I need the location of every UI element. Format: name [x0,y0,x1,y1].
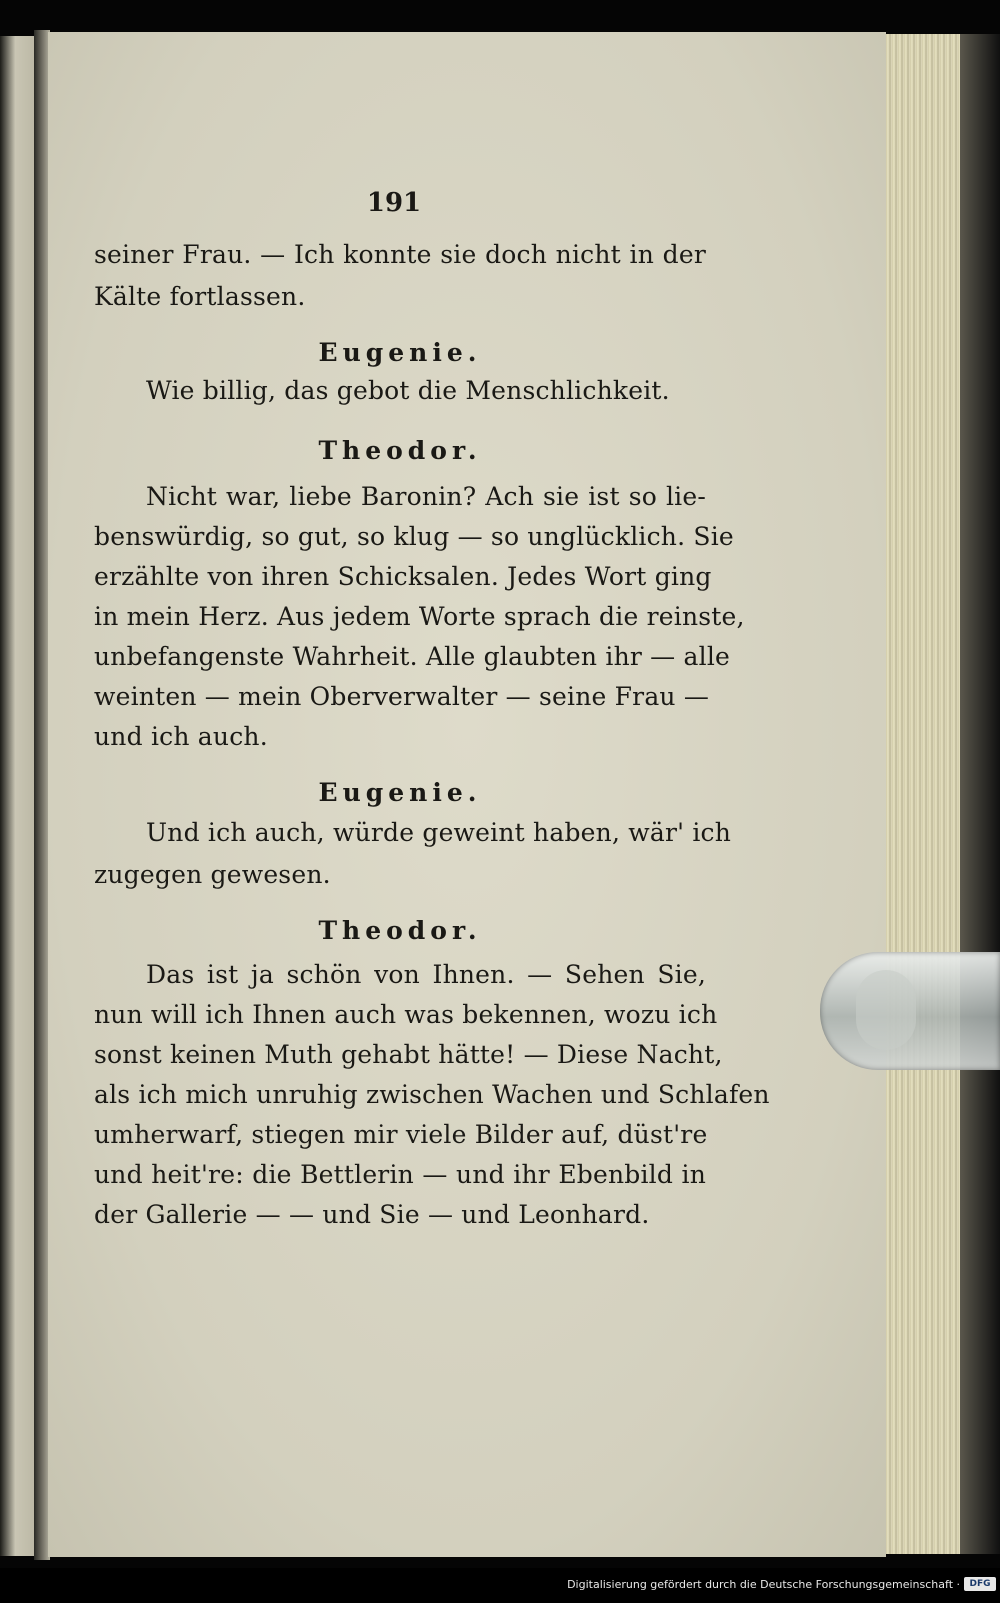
text-line: benswürdig, so gut, so klug — so unglücklich. Sie [94,522,734,551]
dfg-logo: DFG [964,1577,996,1591]
text-line: umherwarf, stiegen mir viele Bilder auf, düst're [94,1120,708,1149]
text-line: als ich mich unruhig zwischen Wachen und Schlafen [94,1080,770,1109]
text-line: weinten — mein Oberverwalter — seine Frau — [94,682,710,711]
clip-hole [856,970,916,1050]
text-line: der Gallerie — — und Sie — und Leonhard. [94,1200,650,1229]
text-line: Das ist ja schön von Ihnen. — Sehen Sie, [146,960,706,989]
text-line: unbefangenste Wahrheit. Alle glaubten ihr — alle [94,642,731,671]
text-line: Wie billig, das gebot die Menschlichkeit. [146,376,670,405]
text-line: Kälte fortlassen. [94,282,306,311]
page-number: 191 [366,188,422,218]
page-clip [820,952,1000,1070]
text-line: sonst keinen Muth gehabt hätte! — Diese Nacht, [94,1040,723,1069]
text-line: seiner Frau. — Ich konnte sie doch nicht in der [94,240,706,269]
left-page-edge [0,36,34,1556]
text-line: erzählte von ihren Schicksalen. Jedes Wort ging [94,562,712,591]
speaker-name: Eugenie. [318,338,482,367]
speaker-name: Eugenie. [318,778,482,807]
text-line: zugegen gewesen. [94,860,331,889]
footer-bar [0,1568,1000,1603]
text-line: und ich auch. [94,722,268,751]
speaker-name: Theodor. [318,916,482,945]
text-line: Nicht war, liebe Baronin? Ach sie ist so lie- [146,482,706,511]
fore-edge-shadow [960,34,1000,1554]
speaker-name: Theodor. [318,436,482,465]
page-fore-edge [886,34,968,1554]
text-line: nun will ich Ihnen auch was bekennen, wozu ich [94,1000,718,1029]
text-line: in mein Herz. Aus jedem Worte sprach die reinste, [94,602,745,631]
text-line: und heit're: die Bettlerin — und ihr Ebenbild in [94,1160,706,1189]
text-line: Und ich auch, würde geweint haben, wär' ich [146,818,732,847]
funding-credit: Digitalisierung gefördert durch die Deutsche Forschungsgemeinschaft · [567,1578,960,1591]
